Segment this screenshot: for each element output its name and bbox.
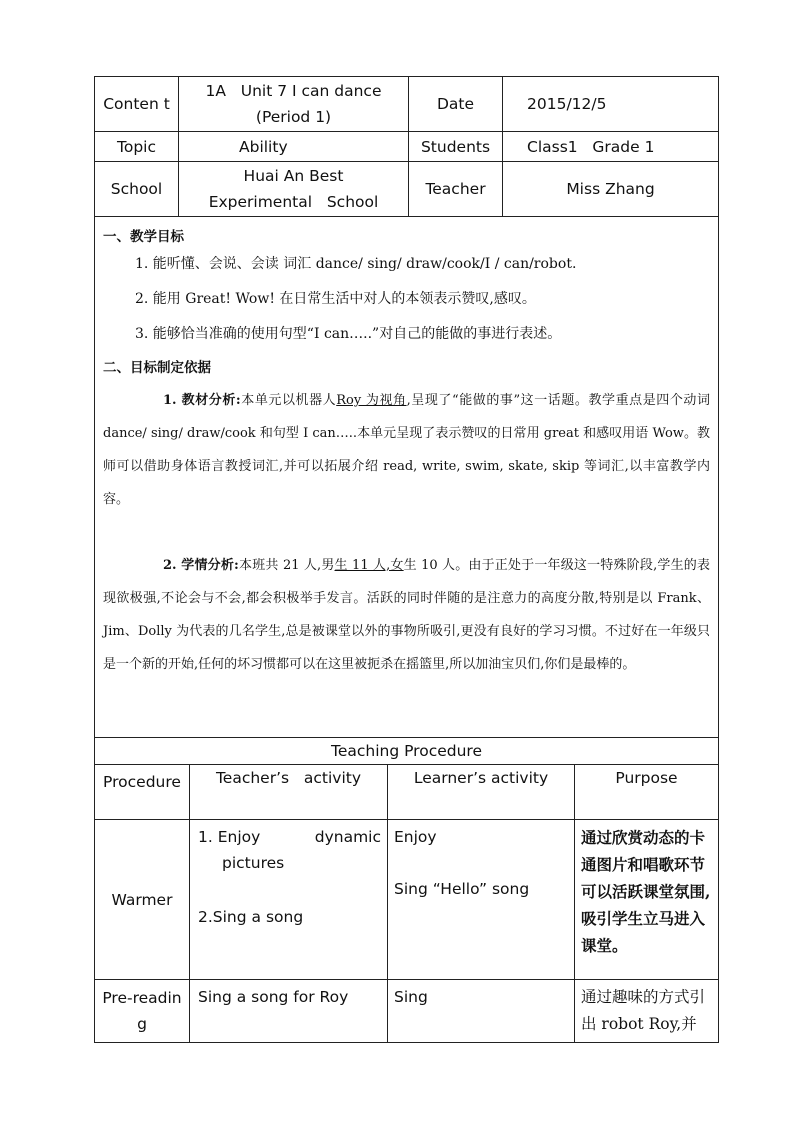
content-value-line-2: (Period 1) bbox=[255, 108, 332, 126]
topic-value: Ability bbox=[179, 132, 409, 162]
student-analysis-underlined: 生 11 人,女 bbox=[334, 558, 404, 573]
warmer-teacher-item-1-cont: dynamic bbox=[314, 828, 381, 846]
header-learner-activity: Learner’s activity bbox=[388, 765, 575, 820]
student-analysis-label: 2. 学情分析: bbox=[163, 558, 239, 573]
textbook-analysis-text: ,呈现了“能做的事”这一话题。教学重点是四个动词 dance/ sing/ draw/cook 和句型 I can…..本单元呈现了表示赞叹的日常用 great 和感叹用语 Wow。教师可以借助身体语言教授词汇,并可以拓展介绍 read, write, swim, skate, skip 等词汇,以丰富教学内容。 bbox=[103, 393, 710, 507]
teacher-value: Miss Zhang bbox=[503, 162, 719, 217]
header-teacher-activity: Teacher’s activity bbox=[190, 765, 388, 820]
warmer-teacher-activity bbox=[190, 820, 388, 980]
info-row-topic bbox=[95, 132, 719, 162]
procedure-title-row bbox=[95, 738, 719, 765]
goal-item: 3. 能够恰当准确的使用句型“I can…..”对自己的能做的事进行表述。 bbox=[135, 326, 562, 342]
header-procedure bbox=[95, 765, 190, 820]
stage-prereading-cell bbox=[95, 980, 190, 1043]
school-label: School bbox=[95, 162, 179, 217]
lesson-info-table bbox=[94, 76, 719, 738]
procedure-header-row bbox=[95, 765, 719, 820]
goal-item: 1. 能听懂、会说、会读 词汇 dance/ sing/ draw/cook/I / can/robot. bbox=[135, 256, 577, 272]
header-purpose: Purpose bbox=[575, 765, 719, 820]
stage-warmer: Warmer bbox=[95, 820, 190, 980]
content-label: Conten t bbox=[103, 95, 170, 113]
content-value-line-1: 1A Unit 7 I can dance bbox=[205, 82, 382, 100]
warmer-teacher-item-2: 2.Sing a song bbox=[198, 908, 304, 926]
content-value-cell bbox=[179, 77, 409, 132]
textbook-analysis-pre: 本单元以机器人 bbox=[240, 393, 337, 408]
warmer-learner-item-2: Sing “Hello” song bbox=[394, 880, 530, 898]
student-analysis-text: 生 10 人。由于正处于一年级这一特殊阶段,学生的表现欲极强,不论会与不会,都会积极举手发言。活跃的同时伴随的是注意力的高度分散,特别是以 Frank、Jim、Dolly 为代表的几名学生,总是被课堂以外的事物所吸引,更没有良好的学习习惯。不过好在一年级只是一个新的开始,任何的坏习惯都可以在这里被扼杀在摇篮里,所以加油宝贝们,你们是最棒的。 bbox=[103, 558, 710, 672]
goals-cell bbox=[95, 217, 719, 738]
date-value: 2015/12/5 bbox=[503, 77, 719, 132]
prereading-purpose: 通过趣味的方式引出 robot Roy,并 bbox=[575, 980, 719, 1043]
info-row-school bbox=[95, 162, 719, 217]
teacher-label: Teacher bbox=[409, 162, 503, 217]
warmer-purpose: 通过欣赏动态的卡通图片和唱歌环节可以活跃课堂氛围,吸引学生立马进入课堂。 bbox=[575, 820, 719, 980]
topic-label: Topic bbox=[95, 132, 179, 162]
student-analysis-paragraph bbox=[103, 549, 710, 681]
warmer-learner-item-1: Enjoy bbox=[394, 828, 437, 846]
textbook-analysis-roy: Roy 为视角 bbox=[336, 393, 407, 408]
lesson-plan-sheet bbox=[94, 76, 718, 1043]
warmer-learner-activity bbox=[388, 820, 575, 980]
prereading-teacher-activity: Sing a song for Roy bbox=[190, 980, 388, 1043]
students-value: Class1 Grade 1 bbox=[503, 132, 719, 162]
date-label: Date bbox=[409, 77, 503, 132]
procedure-row-prereading bbox=[95, 980, 719, 1043]
textbook-analysis-label: 1. 教材分析: bbox=[163, 393, 241, 408]
school-value-line-1: Huai An Best bbox=[243, 167, 344, 185]
warmer-teacher-item-1-wrap: pictures bbox=[222, 854, 285, 872]
stage-prereading: Pre-reading bbox=[102, 989, 182, 1033]
school-value-cell bbox=[179, 162, 409, 217]
textbook-analysis-paragraph bbox=[103, 384, 710, 516]
warmer-teacher-item-1: 1. Enjoy bbox=[198, 828, 261, 846]
procedure-table bbox=[94, 737, 719, 1043]
basis-heading: 二、目标制定依据 bbox=[103, 360, 211, 376]
goals-row bbox=[95, 217, 719, 738]
students-label: Students bbox=[409, 132, 503, 162]
content-label-cell bbox=[95, 77, 179, 132]
school-value-line-2: Experimental School bbox=[208, 193, 379, 211]
warmer-teacher-line-1 bbox=[198, 824, 381, 850]
info-row-content bbox=[95, 77, 719, 132]
student-analysis-pre: 本班共 21 人,男 bbox=[238, 558, 335, 573]
procedure-title: Teaching Procedure bbox=[95, 738, 719, 765]
goal-item: 2. 能用 Great! Wow! 在日常生活中对人的本领表示赞叹,感叹。 bbox=[135, 291, 536, 307]
goals-heading: 一、教学目标 bbox=[103, 229, 184, 245]
prereading-learner-activity: Sing bbox=[388, 980, 575, 1043]
header-procedure-text: Procedure bbox=[103, 773, 181, 791]
procedure-row-warmer bbox=[95, 820, 719, 980]
